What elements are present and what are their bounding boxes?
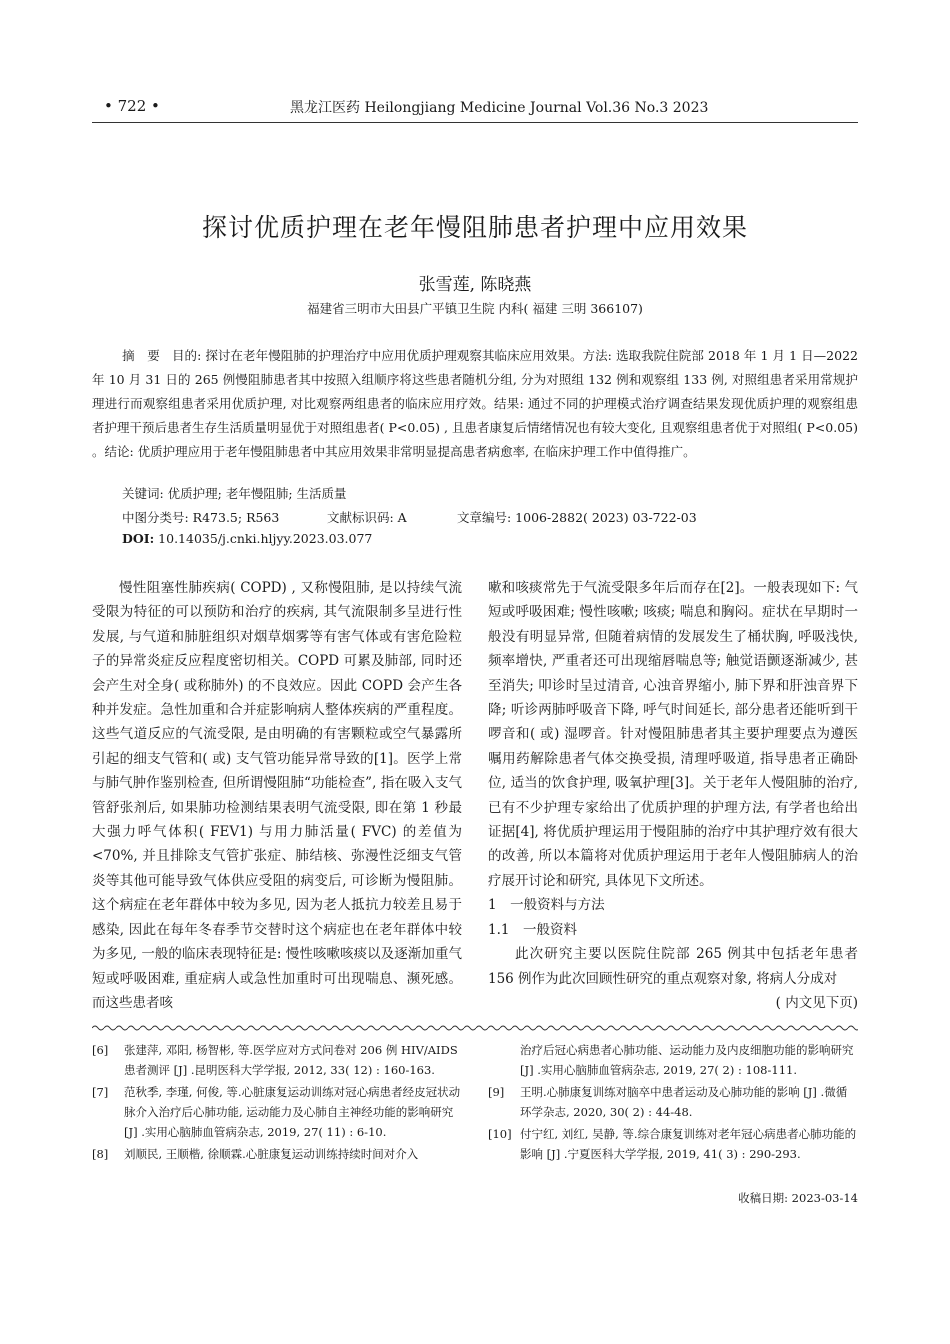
reference-item: [7] 范秋季, 李瑾, 何俊, 等.心脏康复运动训练对冠心病患者经皮冠状动脉介入治疗后心肺功能, 运动能力及心肺自主神经功能的影响研究 [J] .实用心脑肺血管病杂志, 2019, 27( 11) : 6-10. — [92, 1085, 461, 1139]
subsection-heading: 1.1 一般资料 — [488, 921, 577, 938]
reference-item: [8] 刘顺民, 王顺楷, 徐顺霖.心脏康复运动训练持续时间对介入 — [92, 1147, 419, 1161]
abstract-text: 目的: 探讨在老年慢阻肺的护理治疗中应用优质护理观察其临床应用效果。方法: 选取我院住院部 2018 年 1 月 1 日—2022 年 10 月 31 日的 265 例慢阻肺患者其中按照入组顺序将这些患者随机分组, 分为对照组 132 例和观察组 133 例, 对照组患者采用常规护理进行而观察组患者采用优质护理, 对比观察两组患者的临床应用疗效。结果: 通过不同的护理模式治疗调查结果发现优质护理的观察组患者护理干预后患者生存生活质量明显优于对照组患者( P<0.05) , 且患者康复后情绪情况也有较大变化, 且观察组患者优于对照组( P<0.05) 。结论: 优质护理应用于老年慢阻肺患者中其应用效果非常明显提高患者病愈率, 在临床护理工作中值得推广。 — [92, 348, 858, 459]
abstract — [92, 344, 858, 464]
doi — [122, 531, 372, 546]
reference-item: [6] 张建萍, 邓阳, 杨智彬, 等.医学应对方式问卷对 206 例 HIV/AIDS 患者测评 [J] .昆明医科大学学报, 2012, 33( 12) : 160-163. — [92, 1043, 458, 1077]
doi-label: DOI: — [122, 531, 155, 546]
references-right — [488, 1040, 858, 1166]
authors: 张雪莲, 陈晓燕 — [418, 275, 532, 295]
header-rule — [92, 122, 858, 123]
reference-item: [10] 付宁红, 刘红, 吴静, 等.综合康复训练对老年冠心病患者心肺功能的影响 [J] .宁夏医科大学学报, 2019, 41( 3) : 290-293. — [488, 1127, 857, 1161]
body-left-column — [92, 576, 462, 1015]
keywords: 关键词: 优质护理; 老年慢阻肺; 生活质量 — [122, 486, 347, 501]
journal-header: 黑龙江医药 Heilongjiang Medicine Journal Vol.36 No.3 2023 — [290, 100, 709, 116]
continued-note: ( 内文见下页) — [775, 994, 858, 1011]
section-heading: 1 一般资料与方法 — [488, 897, 605, 914]
paragraph: 此次研究主要以医院住院部 265 例其中包括老年患者 156 例作为此次回顾性研究的重点观察对象, 将病人分成对 — [488, 946, 858, 987]
affiliation: 福建省三明市大田县广平镇卫生院 内科( 福建 三明 366107) — [307, 301, 643, 316]
clc-number: 中图分类号: R473.5; R563 — [122, 510, 280, 525]
reference-continuation: 治疗后冠心病患者心肺功能、运动能力及内皮细胞功能的影响研究 [J] .实用心脑肺血管病杂志, 2019, 27( 2) : 108-111. — [520, 1043, 854, 1077]
reference-item: [9] 王明.心肺康复训练对脑卒中患者运动及心肺功能的影响 [J] .微循环学杂志, 2020, 30( 2) : 44-48. — [488, 1085, 848, 1119]
references-left — [92, 1040, 462, 1166]
abstract-label: 摘 要 — [122, 348, 160, 363]
doi-value: 10.14035/j.cnki.hljyy.2023.03.077 — [154, 531, 373, 546]
wavy-divider — [92, 1024, 858, 1032]
paragraph: 慢性阻塞性肺疾病( COPD) , 又称慢阻肺, 是以持续气流受限为特征的可以预防和治疗的疾病, 其气流限制多呈进行性发展, 与气道和肺脏组织对烟草烟雾等有害气体或有害危险粒子的异常炎症反应程度密切相关。COPD 可累及肺部, 同时还会产生对全身( 或称肺外) 的不良效应。因此 COPD 会产生各种并发症。急性加重和合并症影响病人整体疾病的严重程度。这些气道反应的气流受限, 是由明确的有害颗粒或空气暴露所引起的细支气管和( 或) 支气管功能异常导致的[1]。医学上常与肺气肿作鉴别检查, 但所谓慢阻肺“功能检查”, 指在吸入支气管舒张剂后, 如果肺功检测结果表明气流受限, 即在第 1 秒最大强力呼气体积( FEV1) 与用力肺活量( FVC) 的差值为<70%, 并且排除支气管扩张症、肺结核、弥漫性泛细支气管炎等其他可能导致气体供应受阻的病变后, 可诊断为慢阻肺。这个病症在老年群体中较为多见, 因为老人抵抗力较差且易于感染, 因此在每年冬春季节交替时这个病症也在老年群体中较为多见, 一般的临床表现特征是: 慢性咳嗽咳痰以及逐渐加重气短或呼吸困难, 重症病人或急性加重时可出现喘息、濒死感。而这些患者咳 — [92, 580, 462, 1011]
article-number: 文章编号: 1006-2882( 2023) 03-722-03 — [457, 510, 697, 525]
received-date: 收稿日期: 2023-03-14 — [738, 1191, 858, 1205]
page-number: • 722 • — [104, 97, 160, 115]
paragraph: 嗽和咳痰常先于气流受限多年后而存在[2]。一般表现如下: 气短或呼吸困难; 慢性咳嗽; 咳痰; 喘息和胸闷。症状在早期时一般没有明显异常, 但随着病情的发展发生了桶状胸, 呼吸浅快, 频率增快, 严重者还可出现缩唇喘息等; 触觉语颤逐渐减少, 甚至消失; 叩诊时呈过清音, 心浊音界缩小, 肺下界和肝浊音界下降; 听诊两肺呼吸音下降, 呼气时间延长, 部分患者还能听到干啰音和( 或) 湿啰音。针对慢阻肺患者其主要护理要点为遵医嘱用药解除患者气体交换受损, 清理呼吸道, 指导患者正确卧位, 适当的饮食护理, 吸氧护理[3]。关于老年人慢阻肺的治疗, 已有不少护理专家给出了优质护理的护理方法, 有学者也给出证据[4], 将优质护理运用于慢阻肺的治疗中其护理疗效有很大的改善, 所以本篇将对优质护理运用于老年人慢阻肺病人的治疗展开讨论和研究, 具体见下文所述。 — [488, 580, 858, 889]
body-right-column — [488, 576, 858, 1015]
classification-line — [122, 508, 697, 526]
article-title: 探讨优质护理在老年慢阻肺患者护理中应用效果 — [201, 213, 748, 242]
document-code: 文献标识码: A — [327, 510, 407, 525]
